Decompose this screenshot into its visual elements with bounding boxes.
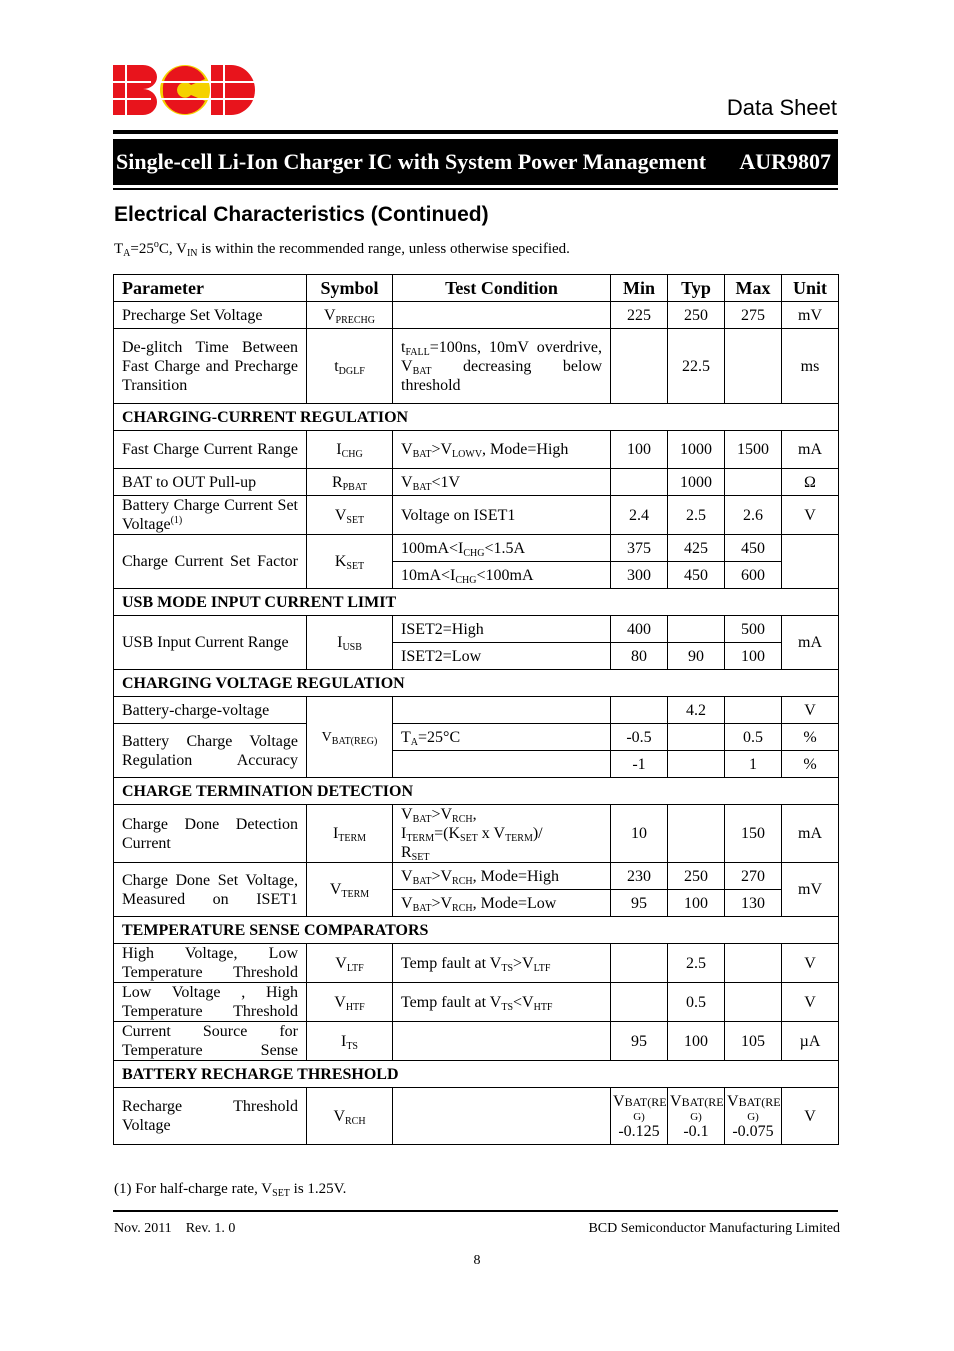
min-cell: [611, 983, 668, 1022]
title-rule: [113, 188, 838, 190]
typ-cell: [668, 616, 725, 643]
section-heading: BATTERY RECHARGE THRESHOLD: [114, 1061, 839, 1088]
typ-cell: VBAT(RE G) -0.1: [668, 1088, 725, 1145]
footer-rev: Rev. 1. 0: [185, 1221, 236, 1236]
max-cell: 270: [725, 863, 782, 890]
conditions-note: $T_A=25^oC$, $V_{IN}$ is within the recommended range, unless otherwise specified.: [114, 239, 570, 259]
condition-cell: Temp fault at $V_{TS}>V_{LTF}$: [393, 944, 611, 983]
max-cell: [725, 469, 782, 496]
unit-cell: mA: [782, 805, 839, 863]
condition-cell: $V_{BAT}>V_{RCH}$, Mode=Low: [393, 890, 611, 917]
max-cell: 130: [725, 890, 782, 917]
max-cell: 100: [725, 643, 782, 670]
unit-cell: V: [782, 496, 839, 535]
typ-cell: 2.5: [668, 944, 725, 983]
condition-cell: [393, 302, 611, 329]
condition-cell: ISET2=High: [393, 616, 611, 643]
max-cell: [725, 697, 782, 724]
min-cell: 95: [611, 890, 668, 917]
footnote: (1) For half-charge rate, $V_{SET}$ is 1.25V.: [114, 1181, 347, 1199]
table-header-row: [114, 275, 839, 302]
param-cell: BAT to OUT Pull-up: [114, 469, 307, 496]
typ-cell: 450: [668, 562, 725, 589]
param-cell: Charge Done Detection Current: [114, 805, 307, 863]
min-cell: 95: [611, 1022, 668, 1061]
unit-cell: V: [782, 697, 839, 724]
param-cell: Low Voltage , High Temperature Threshold: [114, 983, 307, 1022]
min-cell: 80: [611, 643, 668, 670]
max-cell: 450: [725, 535, 782, 562]
section-row: [114, 670, 839, 697]
table-row: [114, 329, 839, 404]
header-rule: [113, 130, 838, 134]
symbol-cell: $V_{PRECHG}$: [307, 302, 393, 329]
min-cell: VBAT(RE G) -0.125: [611, 1088, 668, 1145]
header-max: Max: [725, 275, 782, 302]
unit-cell: %: [782, 724, 839, 751]
symbol-cell: $V_{RCH}$: [307, 1088, 393, 1145]
section-heading: USB MODE INPUT CURRENT LIMIT: [114, 589, 839, 616]
symbol-cell: $K_{SET}$: [307, 535, 393, 589]
unit-cell: mA: [782, 616, 839, 670]
condition-cell: Voltage on ISET1: [393, 496, 611, 535]
typ-cell: [668, 724, 725, 751]
condition-cell: [393, 1022, 611, 1061]
min-cell: [611, 329, 668, 404]
header-symbol: Symbol: [307, 275, 393, 302]
param-cell: Charge Done Set Voltage, Measured on ISET1: [114, 863, 307, 917]
header-typ: Typ: [668, 275, 725, 302]
electrical-characteristics-table: [113, 274, 839, 1145]
footer-rule: [113, 1210, 838, 1212]
unit-cell: Ω: [782, 469, 839, 496]
typ-cell: 1000: [668, 469, 725, 496]
table-row: [114, 1088, 839, 1145]
part-number: AUR9807: [739, 149, 831, 174]
max-cell: [725, 329, 782, 404]
unit-cell: V: [782, 944, 839, 983]
table-row: [114, 944, 839, 983]
unit-cell: ms: [782, 329, 839, 404]
unit-cell: mV: [782, 302, 839, 329]
typ-cell: 1000: [668, 431, 725, 469]
max-cell: 105: [725, 1022, 782, 1061]
max-cell: 275: [725, 302, 782, 329]
unit-cell: V: [782, 983, 839, 1022]
table-row: [114, 616, 839, 643]
max-cell: 0.5: [725, 724, 782, 751]
min-cell: [611, 944, 668, 983]
bcd-logo: [113, 65, 255, 115]
param-cell: Battery Charge Current Set Voltage$^{(1)}$: [114, 496, 307, 535]
condition-cell: $V_{BAT}<1V$: [393, 469, 611, 496]
condition-cell: Temp fault at $V_{TS}<V_{HTF}$: [393, 983, 611, 1022]
condition-cell: $100mA<I_{CHG}<1.5A$: [393, 535, 611, 562]
condition-cell: $T_A=25^\circ C$: [393, 724, 611, 751]
symbol-cell: $I_{CHG}$: [307, 431, 393, 469]
condition-cell: ISET2=Low: [393, 643, 611, 670]
typ-cell: 4.2: [668, 697, 725, 724]
page-number: 8: [473, 1253, 481, 1268]
min-cell: [611, 469, 668, 496]
max-cell: 500: [725, 616, 782, 643]
section-heading: CHARGING VOLTAGE REGULATION: [114, 670, 839, 697]
typ-cell: 0.5: [668, 983, 725, 1022]
symbol-cell: $t_{DGLF}$: [307, 329, 393, 404]
section-row: [114, 917, 839, 944]
condition-cell: $10mA<I_{CHG}<100mA$: [393, 562, 611, 589]
param-cell: De-glitch Time Between Fast Charge and Precharge Transition: [114, 329, 307, 404]
section-row: [114, 589, 839, 616]
table-row: [114, 983, 839, 1022]
symbol-cell: $V_{HTF}$: [307, 983, 393, 1022]
section-row: [114, 778, 839, 805]
header-test-condition: Test Condition: [393, 275, 611, 302]
param-cell: Recharge Threshold Voltage: [114, 1088, 307, 1145]
table-row: [114, 535, 839, 562]
section-title: Electrical Characteristics (Continued): [114, 203, 489, 226]
table-row: [114, 805, 839, 863]
typ-cell: 425: [668, 535, 725, 562]
symbol-cell: $I_{USB}$: [307, 616, 393, 670]
section-row: [114, 1061, 839, 1088]
footer-date-rev: [114, 1221, 235, 1237]
max-cell: [725, 944, 782, 983]
symbol-cell: $I_{TS}$: [307, 1022, 393, 1061]
param-cell: Fast Charge Current Range: [114, 431, 307, 469]
table-row: [114, 431, 839, 469]
param-cell: Current Source for Temperature Sense: [114, 1022, 307, 1061]
min-cell: [611, 697, 668, 724]
typ-cell: 2.5: [668, 496, 725, 535]
param-cell: High Voltage, Low Temperature Threshold: [114, 944, 307, 983]
table-row: [114, 302, 839, 329]
typ-cell: 100: [668, 1022, 725, 1061]
min-cell: 300: [611, 562, 668, 589]
min-cell: -0.5: [611, 724, 668, 751]
max-cell: 150: [725, 805, 782, 863]
symbol-cell: $V_{TERM}$: [307, 863, 393, 917]
footer-date: Nov. 2011: [114, 1221, 172, 1236]
header-min: Min: [611, 275, 668, 302]
param-cell: Battery Charge Voltage Regulation Accuracy: [114, 724, 307, 778]
table-row: [114, 697, 839, 724]
max-cell: 1500: [725, 431, 782, 469]
section-row: [114, 404, 839, 431]
min-cell: 400: [611, 616, 668, 643]
param-cell: USB Input Current Range: [114, 616, 307, 670]
unit-cell: mA: [782, 431, 839, 469]
header-unit: Unit: [782, 275, 839, 302]
min-cell: 230: [611, 863, 668, 890]
max-cell: VBAT(RE G) -0.075: [725, 1088, 782, 1145]
typ-cell: [668, 805, 725, 863]
table-row: [114, 724, 839, 751]
header-parameter: Parameter: [114, 275, 307, 302]
unit-cell: %: [782, 751, 839, 778]
param-cell: Precharge Set Voltage: [114, 302, 307, 329]
min-cell: 2.4: [611, 496, 668, 535]
doc-type: Data Sheet: [726, 95, 837, 120]
min-cell: 225: [611, 302, 668, 329]
unit-cell: [782, 535, 839, 589]
condition-cell: $V_{BAT}>V_{RCH}$, $I_{TERM}=(K_{SET}$ x $V_{TERM})/$ $R_{SET}$: [393, 805, 611, 863]
typ-cell: 250: [668, 302, 725, 329]
condition-cell: $V_{BAT}>V_{LOWV}$, Mode=High: [393, 431, 611, 469]
section-heading: CHARGING-CURRENT REGULATION: [114, 404, 839, 431]
param-cell: Charge Current Set Factor: [114, 535, 307, 589]
min-cell: 375: [611, 535, 668, 562]
footer-company: BCD Semiconductor Manufacturing Limited: [588, 1221, 840, 1236]
table-row: [114, 1022, 839, 1061]
condition-cell: $t_{FALL}=100ns$, 10mV overdrive, $V_{BAT}$ decreasing below threshold: [393, 329, 611, 404]
title-bar: [113, 139, 838, 185]
unit-cell: V: [782, 1088, 839, 1145]
condition-cell: [393, 1088, 611, 1145]
typ-cell: 90: [668, 643, 725, 670]
max-cell: 1: [725, 751, 782, 778]
max-cell: 600: [725, 562, 782, 589]
table-row: [114, 469, 839, 496]
symbol-cell: $V_{BAT(REG)}$: [307, 697, 393, 778]
max-cell: [725, 983, 782, 1022]
param-cell: Battery-charge-voltage: [114, 697, 307, 724]
symbol-cell: $I_{TERM}$: [307, 805, 393, 863]
min-cell: -1: [611, 751, 668, 778]
doc-title: Single-cell Li-Ion Charger IC with System Power Management: [116, 149, 707, 174]
unit-cell: µA: [782, 1022, 839, 1061]
section-heading: TEMPERATURE SENSE COMPARATORS: [114, 917, 839, 944]
unit-cell: mV: [782, 863, 839, 917]
condition-cell: [393, 697, 611, 724]
typ-cell: 100: [668, 890, 725, 917]
table-row: [114, 496, 839, 535]
condition-cell: [393, 751, 611, 778]
typ-cell: [668, 751, 725, 778]
min-cell: 10: [611, 805, 668, 863]
section-heading: CHARGE TERMINATION DETECTION: [114, 778, 839, 805]
typ-cell: 250: [668, 863, 725, 890]
min-cell: 100: [611, 431, 668, 469]
condition-cell: $V_{BAT}>V_{RCH}$, Mode=High: [393, 863, 611, 890]
symbol-cell: $V_{SET}$: [307, 496, 393, 535]
symbol-cell: $V_{LTF}$: [307, 944, 393, 983]
max-cell: 2.6: [725, 496, 782, 535]
symbol-cell: $R_{PBAT}$: [307, 469, 393, 496]
table-row: [114, 863, 839, 890]
typ-cell: 22.5: [668, 329, 725, 404]
